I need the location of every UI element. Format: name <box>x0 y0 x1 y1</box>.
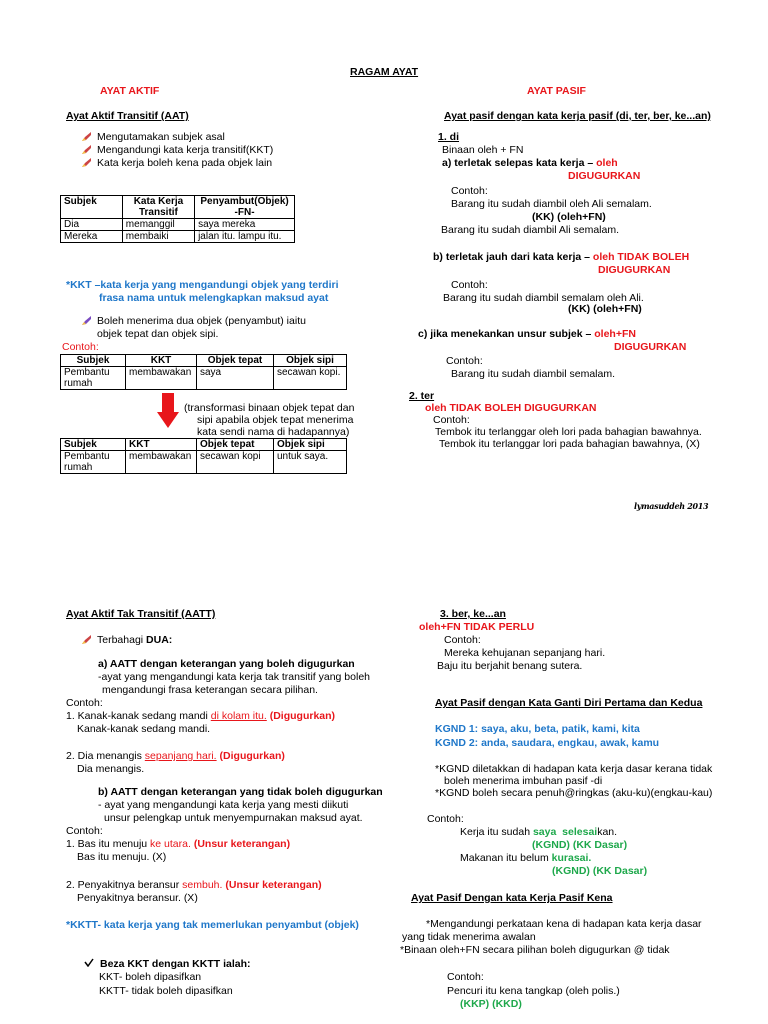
contoh-label: Contoh: <box>447 971 484 983</box>
contoh-label: Contoh: <box>451 279 488 291</box>
pasif-di-binaan: Binaan oleh + FN <box>442 144 524 156</box>
contoh-label: Contoh: <box>66 697 103 709</box>
table-cell: jalan itu. lampu itu. <box>195 231 295 243</box>
pasif-di-label: 1. di <box>438 131 460 143</box>
pasif-b-tags: (KK) (oleh+FN) <box>568 303 642 315</box>
table-header: Subjek <box>61 439 126 451</box>
kena-note-2: *Binaan oleh+FN secara pilihan boleh digugurkan @ tidak <box>400 944 670 956</box>
aatt-example-3b: Bas itu menuju. (X) <box>77 851 167 863</box>
aatt-example-2b: Dia menangis. <box>77 763 145 775</box>
table-row <box>61 367 347 390</box>
kgnd-note-1b: boleh menerima imbuhan pasif -di <box>444 775 603 787</box>
checkmark-icon <box>84 958 94 971</box>
table-header: KKT <box>126 355 197 367</box>
right-heading: AYAT PASIF <box>527 85 586 97</box>
transform-note-1: (transformasi binaan objek tepat dan <box>184 402 355 414</box>
pasif-a-tags: (KK) (oleh+FN) <box>532 211 606 223</box>
kgnd-example-2: Makanan itu belum kurasai. <box>460 852 592 864</box>
aatt-bullet: Terbahagi DUA: <box>82 634 172 647</box>
table-header: KKT <box>126 439 197 451</box>
aatt-example-4b: Penyakitnya beransur. (X) <box>77 892 198 904</box>
kgnd-note-1a: *KGND diletakkan di hadapan kata kerja dasar kerana tidak <box>435 763 713 775</box>
aatt-example-2: 2. Dia menangis sepanjang hari. (Digugurkan) <box>66 750 285 762</box>
pasif-ter-red: oleh TIDAK BOLEH DIGUGURKAN <box>425 402 597 414</box>
contoh-label: Contoh: <box>446 355 483 367</box>
pasif-ter-label: 2. ter <box>409 390 435 402</box>
ber-label: 3. ber, ke...an <box>440 608 506 620</box>
beza-line-2: KKTT- tidak boleh dipasifkan <box>99 985 233 997</box>
table-header: Objek sipi <box>274 439 347 451</box>
table-header: Subjek <box>61 355 126 367</box>
table-header: Penyambut(Objek) -FN- <box>195 196 295 219</box>
table-header: Objek sipi <box>274 355 347 367</box>
kkt-note-line1: *KKT –kata kerja yang mengandungi objek yang terdiri <box>66 279 339 291</box>
table-cell: Mereka <box>61 231 123 243</box>
left-heading: AYAT AKTIF <box>100 85 160 97</box>
pasif-ter-example-2: Tembok itu terlanggar lori pada bahagian bawahnya, (X) <box>439 438 700 450</box>
contoh-label: Contoh: <box>66 825 103 837</box>
kgnd-note-2: *KGND boleh secara penuh@ringkas (aku-ku)(engkau-kau) <box>435 787 713 799</box>
pasif-c-text: c) jika menekankan unsur subjek – oleh+FN <box>418 328 636 340</box>
kena-note-1b: yang tidak menerima awalan <box>402 931 536 943</box>
table-header: Kata Kerja Transitif <box>122 196 194 219</box>
aatt-b-desc-2: unsur pelengkap untuk menyempurnakan maksud ayat. <box>104 812 363 824</box>
table-cell: memanggil <box>122 219 194 231</box>
aatt-b-desc-1: - ayat yang mengandungi kata kerja yang mesti diikuti <box>98 799 349 811</box>
table-header: Subjek <box>61 196 123 219</box>
table-cell: saya <box>197 367 274 390</box>
pasif-a-digugurkan: DIGUGURKAN <box>568 170 641 182</box>
beza-heading: Beza KKT dengan KKTT ialah: <box>84 958 251 971</box>
contoh-label: Contoh: <box>444 634 481 646</box>
pasif-b-text: b) terletak jauh dari kata kerja – oleh TIDAK BOLEH <box>433 251 690 263</box>
pasif-a-text: a) terletak selepas kata kerja – oleh <box>442 157 618 169</box>
ber-red: oleh+FN TIDAK PERLU <box>419 621 535 633</box>
table-cell: saya mereka <box>195 219 295 231</box>
table-cell: Pembantu rumah <box>61 451 126 474</box>
kkt-note-line2: frasa nama untuk melengkapkan maksud ayat <box>99 292 329 304</box>
kgnd-heading: Ayat Pasif dengan Kata Ganti Diri Pertama dan Kedua <box>435 697 703 709</box>
table-cell: Pembantu rumah <box>61 367 126 390</box>
ber-example-2: Baju itu berjahit benang sutera. <box>437 660 583 672</box>
kena-note-1a: *Mengandungi perkataan kena di hadapan kata kerja dasar <box>426 918 702 930</box>
aat-bullet-2: Boleh menerima dua objek (penyambut) iaitu <box>82 315 306 328</box>
pencil-bullet-icon <box>82 145 91 154</box>
pencil-bullet-icon <box>82 158 91 167</box>
pencil-bullet-icon <box>82 132 91 141</box>
kena-tags: (KKP) (KKD) <box>460 998 522 1010</box>
aatt-example-3: 1. Bas itu menuju ke utara. (Unsur keterangan) <box>66 838 291 850</box>
pasif-c-digugurkan: DIGUGURKAN <box>614 341 687 353</box>
down-arrow-icon <box>157 393 179 432</box>
aat-heading: Ayat Aktif Transitif (AAT) <box>66 110 189 122</box>
aatt-example-1: 1. Kanak-kanak sedang mandi di kolam itu. (Digugurkan) <box>66 710 336 722</box>
table-header: Objek tepat <box>197 439 274 451</box>
contoh-label: Contoh: <box>433 414 470 426</box>
kgnd-example-1: Kerja itu sudah saya selesaikan. <box>460 826 618 838</box>
aat-bullet: Kata kerja boleh kena pada objek lain <box>82 157 272 170</box>
pasif-c-example: Barang itu sudah diambil semalam. <box>451 368 616 380</box>
kgnd-2: KGND 2: anda, saudara, engkau, awak, kamu <box>435 737 660 749</box>
aatt-a-desc-1: -ayat yang mengandungi kata kerja tak transitif yang boleh <box>98 671 371 683</box>
aatt-example-4: 2. Penyakitnya beransur sembuh. (Unsur keterangan) <box>66 879 322 891</box>
pasif-a-example-1: Barang itu sudah diambil oleh Ali semalam. <box>451 198 652 210</box>
aat-table-1 <box>60 195 295 243</box>
transform-note-2: sipi apabila objek tepat menerima <box>197 414 354 426</box>
aatt-heading: Ayat Aktif Tak Transitif (AATT) <box>66 608 216 620</box>
table-header: Objek tepat <box>197 355 274 367</box>
ber-example-1: Mereka kehujanan sepanjang hari. <box>444 647 606 659</box>
aat-bullet: Mengandungi kata kerja transitif(KKT) <box>82 144 273 157</box>
aat-table-3 <box>60 438 347 474</box>
table-cell: membawakan <box>126 451 197 474</box>
aat-table-2 <box>60 354 347 390</box>
table-cell: membawakan <box>126 367 197 390</box>
aatt-b-heading: b) AATT dengan keterangan yang tidak boleh digugurkan <box>98 786 383 798</box>
kgnd-example-1-tags: (KGND) (KK Dasar) <box>532 839 628 851</box>
contoh-label: Contoh: <box>62 341 99 353</box>
pencil-bullet-icon <box>82 316 91 325</box>
table-cell: secawan kopi <box>197 451 274 474</box>
table-cell: secawan kopi. <box>274 367 347 390</box>
aatt-a-desc-2: mengandungi frasa keterangan secara pilihan. <box>102 684 318 696</box>
aat-bullet-2-line2: objek tepat dan objek sipi. <box>97 328 219 340</box>
aatt-example-1b: Kanak-kanak sedang mandi. <box>77 723 211 735</box>
kgnd-1: KGND 1: saya, aku, beta, patik, kami, kita <box>435 723 640 735</box>
kgnd-example-2-tags: (KGND) (KK Dasar) <box>552 865 648 877</box>
pencil-bullet-icon <box>82 635 91 644</box>
table-cell: untuk saya. <box>274 451 347 474</box>
pasif-b-example: Barang itu sudah diambil semalam oleh Ali. <box>443 292 644 304</box>
kktt-note: *KKTT- kata kerja yang tak memerlukan penyambut (objek) <box>66 919 359 931</box>
signature: lymasuddeh 2013 <box>634 501 709 511</box>
table-cell: Dia <box>61 219 123 231</box>
contoh-label: Contoh: <box>451 185 488 197</box>
pasif-heading: Ayat pasif dengan kata kerja pasif (di, ter, ber, ke...an) <box>444 110 711 122</box>
transform-note-3: kata sendi nama di hadapannya) <box>197 426 350 438</box>
page-title: RAGAM AYAT <box>350 66 419 78</box>
pasif-ter-example-1: Tembok itu terlanggar oleh lori pada bahagian bawahnya. <box>435 426 702 438</box>
table-row <box>61 231 295 243</box>
contoh-label: Contoh: <box>427 813 464 825</box>
kena-example: Pencuri itu kena tangkap (oleh polis.) <box>447 985 620 997</box>
beza-line-1: KKT- boleh dipasifkan <box>99 971 202 983</box>
table-row <box>61 451 347 474</box>
table-cell: membaiki <box>122 231 194 243</box>
pasif-a-example-2: Barang itu sudah diambil Ali semalam. <box>441 224 620 236</box>
pasif-b-digugurkan: DIGUGURKAN <box>598 264 671 276</box>
aat-bullet: Mengutamakan subjek asal <box>82 131 225 144</box>
table-row <box>61 219 295 231</box>
aatt-a-heading: a) AATT dengan keterangan yang boleh digugurkan <box>98 658 355 670</box>
kena-heading: Ayat Pasif Dengan kata Kerja Pasif Kena <box>411 892 613 904</box>
